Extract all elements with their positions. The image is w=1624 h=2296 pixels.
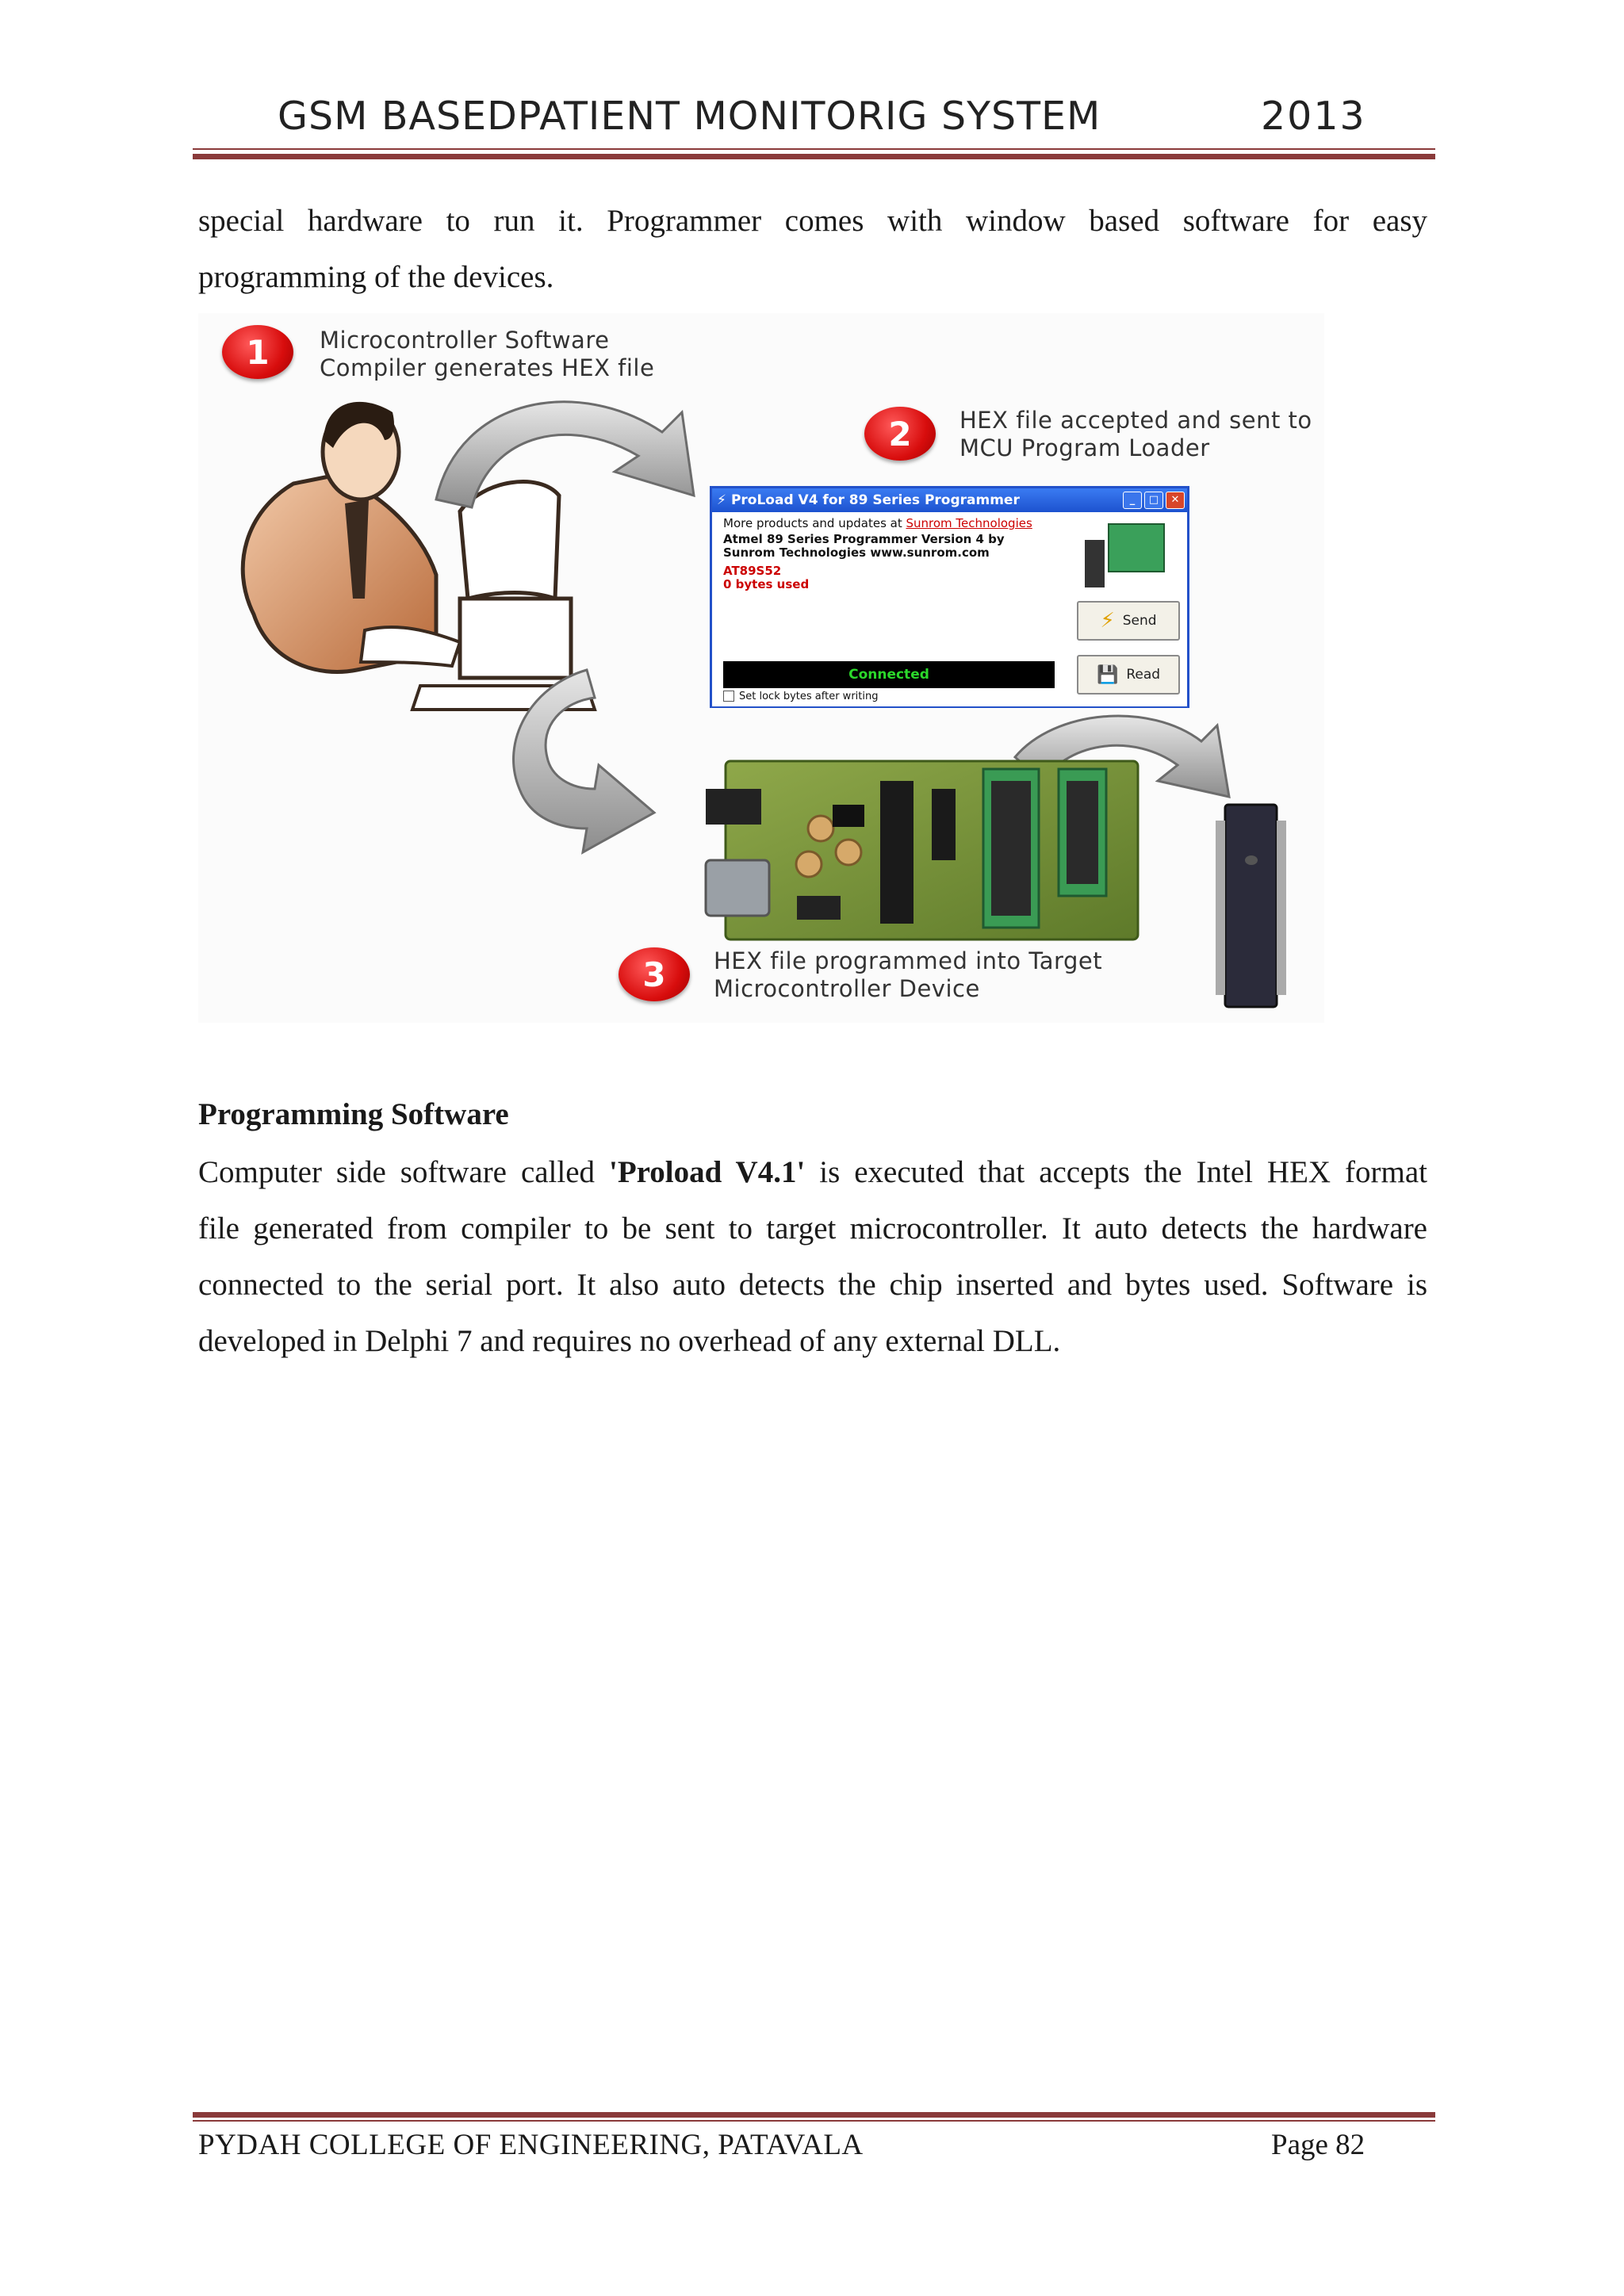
microcontroller-chip-illustration [1216,805,1286,1007]
section-paragraph [198,1144,1427,1369]
step-2-caption [959,407,1312,462]
step-2-line-2: MCU Program Loader [959,434,1210,461]
step-1-line-2: Compiler generates HEX file [320,354,655,381]
programmer-board-illustration [706,761,1138,939]
step-1-line-1: Microcontroller Software [320,327,610,354]
section-line-1: Computer side software called 'Proload V4.1' is executed that accepts the Intel HEX format [198,1155,1427,1189]
more-products-text: More products and updates at Sunrom Technologies [723,516,1032,530]
section-line-2: file generated from compiler to be sent to target microcontroller. It auto detects the hardware [198,1211,1427,1246]
send-label: Send [1122,613,1157,629]
version-line-2: Sunrom Technologies www.sunrom.com [723,545,990,560]
send-button[interactable] [1077,601,1180,641]
connection-status: Connected [723,661,1055,688]
footer-rule-thin [193,2120,1435,2122]
step-3-caption [714,947,1102,1003]
programmer-thumbnail-icon [1077,516,1172,595]
intro-paragraph [198,193,1427,305]
step-2-badge: 2 [864,407,936,461]
app-icon: ⚡ [717,492,726,508]
read-button[interactable] [1077,655,1180,695]
header-rule-thick [193,154,1435,159]
section-heading: Programming Software [198,1097,509,1131]
window-title-bar [712,488,1187,512]
arrow-to-loader [436,402,694,507]
step-1-badge: 1 [222,325,293,379]
step-3-line-1: HEX file programmed into Target [714,947,1103,974]
footer-college: PYDAH COLLEGE OF ENGINEERING, PATAVALA [198,2129,864,2161]
footer-rule-thick [193,2112,1435,2118]
window-body [712,512,1187,706]
window-title: ProLoad V4 for 89 Series Programmer [730,492,1020,508]
proload-window [710,486,1189,708]
send-icon: ⚡ [1100,609,1115,633]
step-3-line-2: Microcontroller Device [714,975,980,1002]
minimize-icon[interactable]: _ [1123,492,1142,509]
step-1-caption [320,327,654,382]
step-2-line-1: HEX file accepted and sent to [959,407,1312,434]
man-at-computer-illustration [243,402,595,710]
page-number: Page 82 [1271,2129,1365,2161]
section-line-4: developed in Delphi 7 and requires no overhead of any external DLL. [198,1324,1061,1358]
bytes-used: 0 bytes used [723,577,810,591]
chip-name: AT89S52 [723,564,782,578]
step-3-badge: 3 [619,947,690,1001]
read-label: Read [1126,667,1161,683]
intro-line-2: programming of the devices. [198,260,554,294]
section-line-3: connected to the serial port. It also auto detects the chip inserted and bytes used. Software is [198,1268,1427,1302]
maximize-icon[interactable]: □ [1144,492,1163,509]
sunrom-link[interactable]: Sunrom Technologies [906,516,1032,530]
close-icon[interactable]: ✕ [1166,492,1185,509]
lock-bytes-label: Set lock bytes after writing [739,691,879,702]
header-title: GSM BASEDPATIENT MONITORIG SYSTEM [278,94,1101,139]
read-icon: 💾 [1096,664,1119,685]
programming-flow-figure [198,313,1324,1023]
header-year: 2013 [1261,94,1366,139]
header-rule-thin [193,148,1435,150]
lock-bytes-checkbox[interactable] [723,691,734,702]
intro-line-1: special hardware to run it. Programmer comes with window based software for easy [198,204,1427,238]
version-line-1: Atmel 89 Series Programmer Version 4 by [723,532,1005,546]
